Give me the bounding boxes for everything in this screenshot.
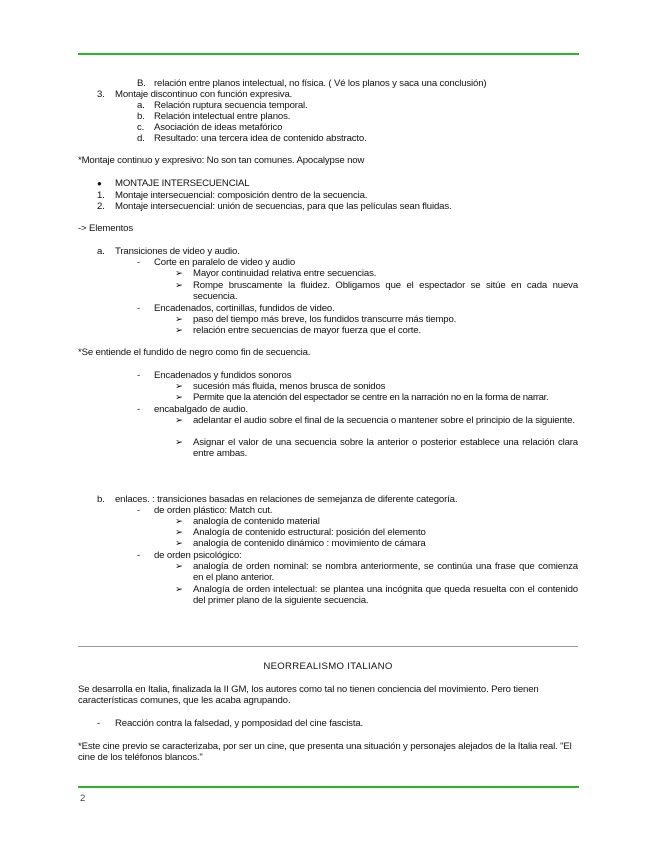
note-text: *Se entiende el fundido de negro como fin de secuencia. xyxy=(78,347,311,358)
list-item-text: analogía de orden nominal: se nombra anteriormente, se continúa una frase que comienza en el plano anterior. xyxy=(193,561,578,583)
list-marker: 1. xyxy=(97,190,105,201)
list-marker: a. xyxy=(97,246,105,257)
list-item-text: Asignar el valor de una secuencia sobre la anterior o posterior establece una relación clara entre ambas. xyxy=(193,437,578,459)
list-item-text: Relación intelectual entre planos. xyxy=(154,111,291,122)
section-title: NEORREALISMO ITALIANO xyxy=(263,661,393,672)
list-marker: B. xyxy=(137,78,146,89)
list-marker: b. xyxy=(97,494,105,505)
list-item-text: Montaje intersecuencial: unión de secuencias, para que las películas sean fluidas. xyxy=(115,201,452,212)
list-item-text: relación entre secuencias de mayor fuerza que el corte. xyxy=(193,325,421,336)
list-marker: d. xyxy=(137,133,145,144)
arrow-bullet-icon: ➢ xyxy=(175,392,184,403)
list-marker: a. xyxy=(137,100,145,111)
list-item-text: paso del tiempo más breve, los fundidos transcurre más tiempo. xyxy=(193,314,457,325)
dash-marker: - xyxy=(137,370,141,381)
dash-marker: - xyxy=(137,505,141,516)
arrow-bullet-icon: ➢ xyxy=(175,516,184,527)
list-item-text: Reacción contra la falsedad, y pomposidad del cine fascista. xyxy=(115,718,364,729)
list-marker: 2. xyxy=(97,201,105,212)
arrow-bullet-icon: ➢ xyxy=(175,280,184,291)
paragraph: Se desarrolla en Italia, finalizada la II GM, los autores como tal no tienen conciencia del movimiento. Pero tienen características comunes, que les acaba agrupando. xyxy=(78,684,539,706)
list-marker: b. xyxy=(137,111,145,122)
dash-marker: - xyxy=(137,404,141,415)
section-heading: MONTAJE INTERSECUENCIAL xyxy=(115,178,250,189)
list-item-text: sucesión más fluida, menos brusca de sonidos xyxy=(193,381,386,392)
list-item-text: de orden psicológico: xyxy=(154,550,242,561)
arrow-bullet-icon: ➢ xyxy=(175,268,184,279)
list-item-text: adelantar el audio sobre el final de la secuencia o mantener sobre el principio de la siguiente. xyxy=(193,415,575,426)
list-item-text: Encadenados y fundidos sonoros xyxy=(154,370,292,381)
arrow-bullet-icon: ➢ xyxy=(175,584,184,595)
list-item-text: Analogía de orden intelectual: se plantea una incógnita que queda resuelta con el contenido del primer plano de la siguiente secuencia. xyxy=(193,584,578,606)
note-text: *Montaje continuo y expresivo: No son tan comunes. Apocalypse now xyxy=(78,155,365,166)
arrow-bullet-icon: ➢ xyxy=(175,381,184,392)
elements-label: -> Elementos xyxy=(78,223,133,234)
list-item-text: Transiciones de video y audio. xyxy=(115,246,240,257)
list-marker: 3. xyxy=(97,89,105,100)
list-item-text: analogía de contenido dinámico : movimiento de cámara xyxy=(193,538,426,549)
dash-marker: - xyxy=(137,550,141,561)
arrow-bullet-icon: ➢ xyxy=(175,415,184,426)
arrow-bullet-icon: ➢ xyxy=(175,437,184,448)
page-number: 2 xyxy=(80,793,86,804)
header-rule xyxy=(78,53,579,55)
list-item-text: Permite que la atención del espectador se centre en la narración no en la forma de narrar. xyxy=(193,392,549,403)
paragraph: *Este cine previo se caracterizaba, por ser un cine, que presenta una situación y personajes alejados de la Italia real. "El cine de los teléfonos blancos." xyxy=(78,741,572,763)
list-item-text: enlaces. : transiciones basadas en relaciones de semejanza de diferente categoría. xyxy=(115,494,458,505)
dash-marker: - xyxy=(137,257,141,268)
list-marker: c. xyxy=(137,122,145,133)
section-divider xyxy=(78,646,578,647)
list-item-text: Rompe bruscamente la fluidez. Obligamos que el espectador se sitúe en cada nueva secuencia. xyxy=(193,280,578,302)
list-item-text: encabalgado de audio. xyxy=(154,404,248,415)
list-item-text: Mayor continuidad relativa entre secuencias. xyxy=(193,268,377,279)
list-item-text: Relación ruptura secuencia temporal. xyxy=(154,100,308,111)
arrow-bullet-icon: ➢ xyxy=(175,538,184,549)
footer-rule xyxy=(78,786,579,788)
list-item-text: de orden plástico: Match cut. xyxy=(154,505,273,516)
list-item-text: Montaje intersecuencial: composición dentro de la secuencia. xyxy=(115,190,368,201)
list-item-text: Encadenados, cortinillas, fundidos de video. xyxy=(154,303,335,314)
list-item-text: Montaje discontinuo con función expresiva. xyxy=(115,89,293,100)
list-item-text: Corte en paralelo de video y audio xyxy=(154,257,296,268)
dash-marker: - xyxy=(97,718,101,729)
list-item-text: analogía de contenido material xyxy=(193,516,320,527)
list-item-text: Resultado: una tercera idea de contenido abstracto. xyxy=(154,133,367,144)
arrow-bullet-icon: ➢ xyxy=(175,314,184,325)
list-item-text: Asociación de ideas metafórico xyxy=(154,122,283,133)
arrow-bullet-icon: ➢ xyxy=(175,527,184,538)
list-item-text: relación entre planos intelectual, no física. ( Vé los planos y saca una conclusión) xyxy=(154,78,487,89)
list-item-text: Analogía de contenido estructural: posición del elemento xyxy=(193,527,426,538)
arrow-bullet-icon: ➢ xyxy=(175,325,184,336)
bullet-icon: ● xyxy=(97,179,102,188)
arrow-bullet-icon: ➢ xyxy=(175,561,184,572)
dash-marker: - xyxy=(137,303,141,314)
